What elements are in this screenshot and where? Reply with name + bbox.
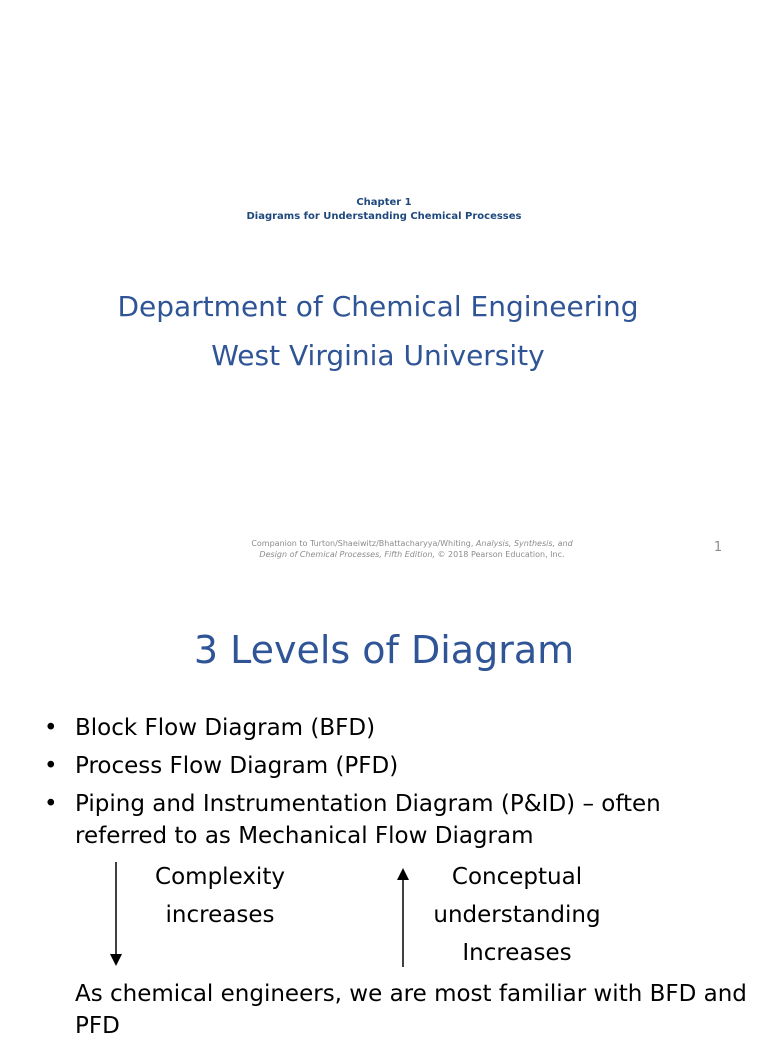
footer-suffix: © 2018 Pearson Education, Inc. [434, 550, 565, 559]
chapter-heading [0, 196, 768, 224]
levels-slide [0, 576, 768, 1039]
list-item [44, 788, 744, 852]
footer-italic-title-2: Design of Chemical Processes, Fifth Edition, [259, 550, 435, 559]
university-name: West Virginia University [211, 339, 545, 372]
list-item [44, 750, 744, 782]
conceptual-line-1: Conceptual [451, 864, 583, 890]
department-block [0, 282, 756, 380]
conceptual-line-3: Increases [462, 940, 572, 966]
bullet-marker: • [44, 791, 58, 817]
down-arrow-icon [108, 862, 124, 968]
complexity-label [130, 858, 310, 934]
bullet-text: Block Flow Diagram (BFD) [75, 715, 376, 741]
complexity-line-2: increases [165, 902, 275, 928]
page-number: 1 [713, 540, 723, 555]
bullet-text: Process Flow Diagram (PFD) [75, 753, 399, 779]
footer-credit [200, 538, 624, 560]
bullet-marker: • [44, 753, 58, 779]
list-item [44, 712, 744, 744]
slide-title: 3 Levels of Diagram [193, 628, 575, 672]
chapter-subtitle: Diagrams for Understanding Chemical Processes [246, 211, 522, 222]
department-name: Department of Chemical Engineering [117, 290, 639, 323]
complexity-line-1: Complexity [155, 864, 285, 890]
bullet-list [44, 712, 744, 858]
footer-italic-title-1: Analysis, Synthesis, and [475, 539, 573, 548]
closing-text: As chemical engineers, we are most familiar with BFD and PFD [75, 981, 747, 1039]
conceptual-line-2: understanding [433, 902, 601, 928]
chapter-number: Chapter 1 [356, 197, 412, 208]
footer-prefix: Companion to Turton/Shaeiwitz/Bhattacharyya/Whiting, [251, 539, 476, 548]
bullet-marker: • [44, 715, 58, 741]
up-arrow-icon [395, 868, 411, 968]
conceptual-label [420, 858, 614, 972]
bullet-text: Piping and Instrumentation Diagram (P&ID) – often referred to as Mechanical Flow Diagram [75, 791, 661, 849]
